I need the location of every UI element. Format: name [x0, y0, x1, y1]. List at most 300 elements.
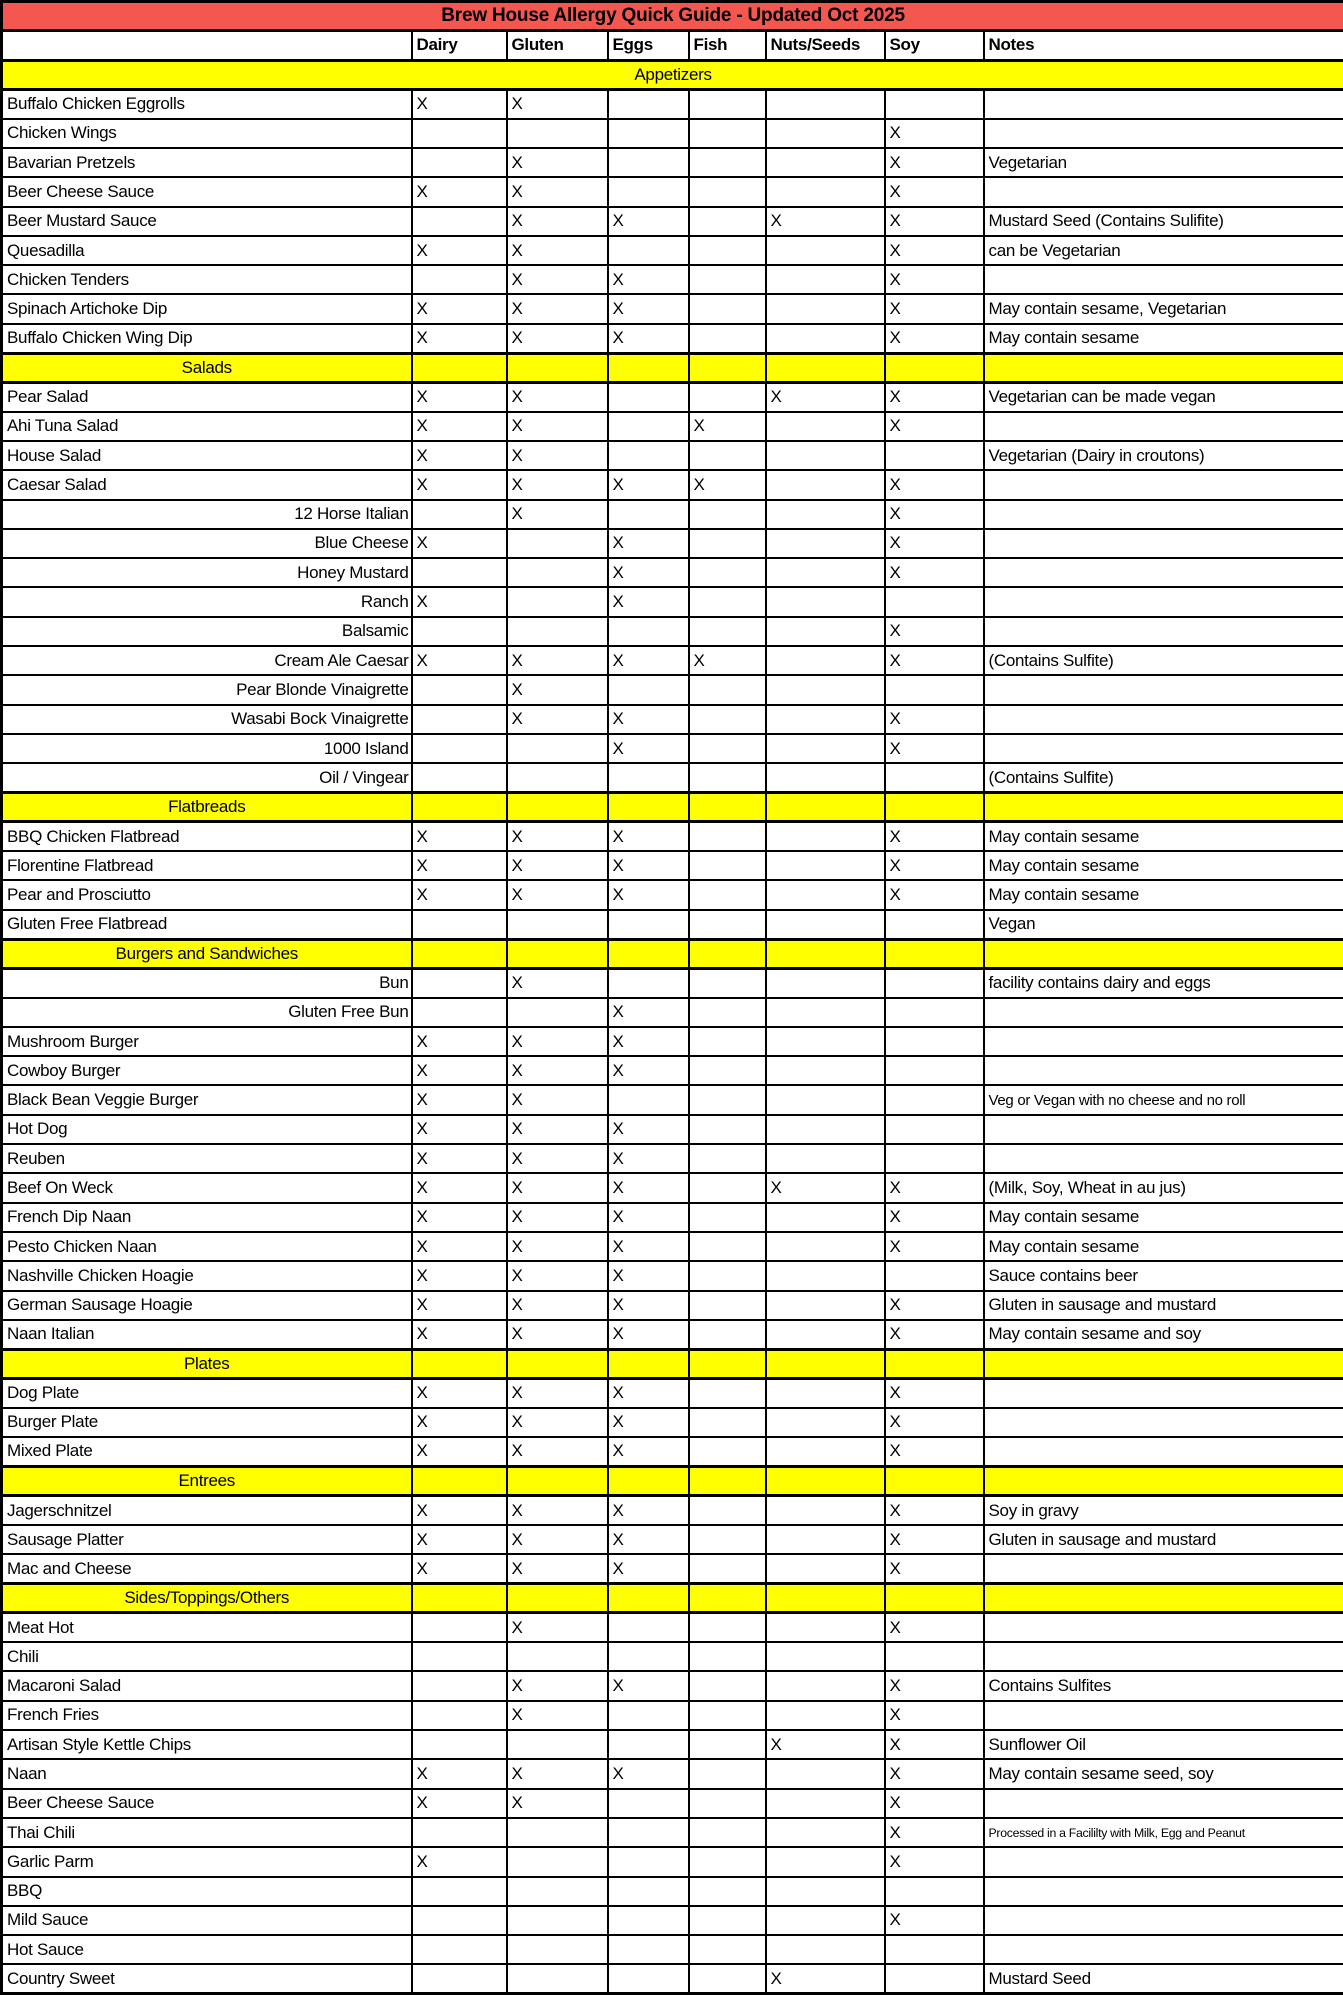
item-name-cell: French Fries — [2, 1701, 412, 1730]
mark-cell-soy: X — [885, 1525, 984, 1554]
section-empty-notes — [984, 793, 1343, 822]
item-name-cell: Gluten Free Bun — [2, 998, 412, 1027]
mark-cell-fish — [689, 236, 766, 265]
item-name-cell: Beer Mustard Sauce — [2, 207, 412, 236]
mark-cell-nuts-seeds — [766, 441, 885, 470]
item-row — [2, 1613, 1343, 1642]
section-header-row — [2, 793, 1343, 822]
item-name-cell: Garlic Parm — [2, 1847, 412, 1876]
item-name-cell: Pesto Chicken Naan — [2, 1232, 412, 1261]
mark-cell-fish: X — [689, 646, 766, 675]
mark-cell-eggs: X — [608, 470, 689, 499]
mark-cell-eggs — [608, 119, 689, 148]
column-header-eggs: Eggs — [608, 31, 689, 60]
mark-cell-eggs: X — [608, 822, 689, 851]
mark-cell-dairy: X — [412, 294, 507, 323]
item-name-cell: House Salad — [2, 441, 412, 470]
mark-cell-nuts-seeds — [766, 1408, 885, 1437]
item-row — [2, 1085, 1343, 1114]
mark-cell-soy — [885, 1085, 984, 1114]
mark-cell-dairy — [412, 910, 507, 939]
item-row — [2, 1408, 1343, 1437]
mark-cell-nuts-seeds — [766, 1056, 885, 1085]
mark-cell-fish — [689, 1789, 766, 1818]
item-row — [2, 1261, 1343, 1290]
mark-cell-dairy — [412, 968, 507, 997]
notes-cell — [984, 177, 1343, 206]
item-name-cell: Naan — [2, 1759, 412, 1788]
mark-cell-nuts-seeds — [766, 1525, 885, 1554]
mark-cell-fish — [689, 617, 766, 646]
mark-cell-soy: X — [885, 207, 984, 236]
column-header-nuts-seeds: Nuts/Seeds — [766, 31, 885, 60]
item-name-cell: Macaroni Salad — [2, 1671, 412, 1700]
mark-cell-eggs — [608, 177, 689, 206]
mark-cell-soy: X — [885, 822, 984, 851]
mark-cell-eggs: X — [608, 1525, 689, 1554]
mark-cell-soy: X — [885, 1759, 984, 1788]
mark-cell-gluten: X — [507, 1525, 608, 1554]
item-row — [2, 1144, 1343, 1173]
mark-cell-fish — [689, 119, 766, 148]
mark-cell-nuts-seeds — [766, 500, 885, 529]
mark-cell-dairy: X — [412, 1759, 507, 1788]
item-row — [2, 1437, 1343, 1466]
item-name-cell: French Dip Naan — [2, 1203, 412, 1232]
section-empty-eggs — [608, 1349, 689, 1378]
notes-cell: (Milk, Soy, Wheat in au jus) — [984, 1173, 1343, 1202]
item-row — [2, 529, 1343, 558]
column-header-dairy: Dairy — [412, 31, 507, 60]
item-name-cell: Meat Hot — [2, 1613, 412, 1642]
section-empty-notes — [984, 1466, 1343, 1495]
notes-cell: May contain sesame — [984, 1232, 1343, 1261]
mark-cell-fish — [689, 822, 766, 851]
item-row — [2, 1789, 1343, 1818]
item-name-cell: Oil / Vingear — [2, 763, 412, 792]
section-title: Flatbreads — [2, 793, 412, 822]
mark-cell-gluten: X — [507, 1144, 608, 1173]
item-row — [2, 1906, 1343, 1935]
mark-cell-gluten — [507, 1906, 608, 1935]
mark-cell-soy: X — [885, 1291, 984, 1320]
mark-cell-gluten — [507, 1730, 608, 1759]
item-name-cell: Gluten Free Flatbread — [2, 910, 412, 939]
item-name-cell: Black Bean Veggie Burger — [2, 1085, 412, 1114]
mark-cell-eggs: X — [608, 1027, 689, 1056]
mark-cell-dairy — [412, 705, 507, 734]
item-row — [2, 675, 1343, 704]
mark-cell-fish — [689, 1847, 766, 1876]
section-empty-eggs — [608, 939, 689, 968]
mark-cell-eggs: X — [608, 998, 689, 1027]
notes-cell — [984, 1906, 1343, 1935]
mark-cell-dairy: X — [412, 1789, 507, 1818]
section-title: Sides/Toppings/Others — [2, 1584, 412, 1613]
item-row — [2, 1701, 1343, 1730]
mark-cell-nuts-seeds — [766, 1144, 885, 1173]
item-name-cell: BBQ Chicken Flatbread — [2, 822, 412, 851]
mark-cell-soy: X — [885, 1789, 984, 1818]
item-name-cell: 1000 Island — [2, 734, 412, 763]
item-row — [2, 1964, 1343, 1993]
item-name-cell: Dog Plate — [2, 1378, 412, 1407]
mark-cell-soy: X — [885, 1554, 984, 1583]
mark-cell-gluten — [507, 119, 608, 148]
mark-cell-gluten: X — [507, 382, 608, 411]
item-name-cell: Ranch — [2, 587, 412, 616]
mark-cell-nuts-seeds: X — [766, 1964, 885, 1993]
section-empty-nuts-seeds — [766, 353, 885, 382]
item-name-cell: Reuben — [2, 1144, 412, 1173]
notes-cell — [984, 1115, 1343, 1144]
page-title: Brew House Allergy Quick Guide - Updated Oct 2025 — [2, 2, 1343, 31]
mark-cell-soy: X — [885, 1203, 984, 1232]
mark-cell-dairy — [412, 265, 507, 294]
mark-cell-eggs — [608, 236, 689, 265]
mark-cell-fish — [689, 1525, 766, 1554]
section-header-row — [2, 1349, 1343, 1378]
mark-cell-fish — [689, 1408, 766, 1437]
mark-cell-soy: X — [885, 470, 984, 499]
mark-cell-fish — [689, 207, 766, 236]
mark-cell-fish — [689, 324, 766, 353]
item-name-cell: Pear Salad — [2, 382, 412, 411]
notes-cell — [984, 1554, 1343, 1583]
mark-cell-eggs: X — [608, 705, 689, 734]
notes-cell: facility contains dairy and eggs — [984, 968, 1343, 997]
mark-cell-gluten: X — [507, 1291, 608, 1320]
item-name-cell: Spinach Artichoke Dip — [2, 294, 412, 323]
mark-cell-eggs: X — [608, 1173, 689, 1202]
mark-cell-fish — [689, 587, 766, 616]
section-title: Appetizers — [2, 60, 1343, 89]
mark-cell-nuts-seeds — [766, 1496, 885, 1525]
mark-cell-dairy: X — [412, 1203, 507, 1232]
mark-cell-gluten: X — [507, 646, 608, 675]
item-row — [2, 1759, 1343, 1788]
mark-cell-dairy: X — [412, 587, 507, 616]
mark-cell-dairy — [412, 207, 507, 236]
mark-cell-dairy: X — [412, 1173, 507, 1202]
item-name-cell: Quesadilla — [2, 236, 412, 265]
mark-cell-fish — [689, 1964, 766, 1993]
item-name-cell: Caesar Salad — [2, 470, 412, 499]
item-row — [2, 705, 1343, 734]
mark-cell-nuts-seeds — [766, 910, 885, 939]
item-name-cell: Chili — [2, 1642, 412, 1671]
mark-cell-nuts-seeds — [766, 998, 885, 1027]
notes-cell — [984, 558, 1343, 587]
item-row — [2, 119, 1343, 148]
notes-cell — [984, 1056, 1343, 1085]
item-name-cell: Thai Chili — [2, 1818, 412, 1847]
notes-cell — [984, 529, 1343, 558]
notes-cell — [984, 1847, 1343, 1876]
mark-cell-dairy — [412, 1701, 507, 1730]
section-header-row — [2, 1466, 1343, 1495]
item-name-cell: Cream Ale Caesar — [2, 646, 412, 675]
mark-cell-gluten: X — [507, 851, 608, 880]
section-empty-eggs — [608, 1584, 689, 1613]
notes-cell — [984, 1877, 1343, 1906]
item-row — [2, 851, 1343, 880]
item-row — [2, 1671, 1343, 1700]
mark-cell-dairy: X — [412, 382, 507, 411]
mark-cell-fish — [689, 1232, 766, 1261]
section-empty-soy — [885, 793, 984, 822]
notes-cell: Veg or Vegan with no cheese and no roll — [984, 1085, 1343, 1114]
mark-cell-eggs: X — [608, 1759, 689, 1788]
mark-cell-fish: X — [689, 412, 766, 441]
column-header-item — [2, 31, 412, 60]
mark-cell-gluten: X — [507, 1437, 608, 1466]
mark-cell-nuts-seeds — [766, 851, 885, 880]
mark-cell-soy — [885, 1877, 984, 1906]
mark-cell-nuts-seeds — [766, 617, 885, 646]
section-empty-eggs — [608, 793, 689, 822]
item-name-cell: Balsamic — [2, 617, 412, 646]
notes-cell: Gluten in sausage and mustard — [984, 1525, 1343, 1554]
mark-cell-dairy — [412, 1964, 507, 1993]
section-empty-nuts-seeds — [766, 1466, 885, 1495]
mark-cell-eggs — [608, 1906, 689, 1935]
mark-cell-dairy: X — [412, 89, 507, 118]
mark-cell-gluten: X — [507, 177, 608, 206]
item-row — [2, 1232, 1343, 1261]
section-empty-dairy — [412, 1584, 507, 1613]
mark-cell-gluten — [507, 734, 608, 763]
mark-cell-soy: X — [885, 1496, 984, 1525]
mark-cell-nuts-seeds — [766, 89, 885, 118]
mark-cell-fish — [689, 294, 766, 323]
mark-cell-dairy — [412, 734, 507, 763]
mark-cell-soy: X — [885, 148, 984, 177]
mark-cell-gluten: X — [507, 1027, 608, 1056]
mark-cell-nuts-seeds — [766, 1877, 885, 1906]
mark-cell-eggs — [608, 1847, 689, 1876]
mark-cell-nuts-seeds — [766, 1554, 885, 1583]
item-row — [2, 1877, 1343, 1906]
mark-cell-fish — [689, 1554, 766, 1583]
mark-cell-gluten — [507, 529, 608, 558]
item-name-cell: Beer Cheese Sauce — [2, 177, 412, 206]
mark-cell-eggs — [608, 382, 689, 411]
mark-cell-nuts-seeds — [766, 1818, 885, 1847]
mark-cell-gluten: X — [507, 1408, 608, 1437]
item-name-cell: Blue Cheese — [2, 529, 412, 558]
section-empty-dairy — [412, 793, 507, 822]
notes-cell — [984, 89, 1343, 118]
mark-cell-fish — [689, 148, 766, 177]
mark-cell-nuts-seeds — [766, 968, 885, 997]
mark-cell-soy: X — [885, 529, 984, 558]
item-row — [2, 910, 1343, 939]
notes-cell — [984, 1701, 1343, 1730]
mark-cell-soy — [885, 89, 984, 118]
item-name-cell: Nashville Chicken Hoagie — [2, 1261, 412, 1290]
mark-cell-eggs — [608, 675, 689, 704]
section-empty-notes — [984, 1584, 1343, 1613]
section-empty-gluten — [507, 1584, 608, 1613]
mark-cell-fish — [689, 1144, 766, 1173]
mark-cell-soy: X — [885, 558, 984, 587]
mark-cell-soy: X — [885, 177, 984, 206]
mark-cell-soy: X — [885, 1701, 984, 1730]
notes-cell: Vegan — [984, 910, 1343, 939]
mark-cell-nuts-seeds — [766, 705, 885, 734]
mark-cell-eggs — [608, 89, 689, 118]
mark-cell-soy: X — [885, 1408, 984, 1437]
mark-cell-fish — [689, 1173, 766, 1202]
section-empty-dairy — [412, 1466, 507, 1495]
mark-cell-fish — [689, 1906, 766, 1935]
mark-cell-eggs: X — [608, 1554, 689, 1583]
mark-cell-dairy: X — [412, 1115, 507, 1144]
mark-cell-dairy — [412, 1818, 507, 1847]
mark-cell-soy: X — [885, 265, 984, 294]
item-row — [2, 1320, 1343, 1349]
mark-cell-gluten: X — [507, 1232, 608, 1261]
item-row — [2, 617, 1343, 646]
mark-cell-gluten: X — [507, 207, 608, 236]
item-name-cell: Beef On Weck — [2, 1173, 412, 1202]
mark-cell-gluten: X — [507, 265, 608, 294]
mark-cell-nuts-seeds — [766, 1789, 885, 1818]
section-empty-dairy — [412, 1349, 507, 1378]
mark-cell-dairy: X — [412, 1144, 507, 1173]
mark-cell-fish — [689, 382, 766, 411]
section-empty-fish — [689, 1584, 766, 1613]
section-empty-eggs — [608, 1466, 689, 1495]
notes-cell: Mustard Seed — [984, 1964, 1343, 1993]
mark-cell-eggs: X — [608, 646, 689, 675]
mark-cell-fish — [689, 177, 766, 206]
mark-cell-eggs: X — [608, 851, 689, 880]
mark-cell-nuts-seeds — [766, 1701, 885, 1730]
mark-cell-gluten: X — [507, 148, 608, 177]
mark-cell-fish — [689, 910, 766, 939]
section-title: Burgers and Sandwiches — [2, 939, 412, 968]
section-empty-soy — [885, 1466, 984, 1495]
mark-cell-fish — [689, 1320, 766, 1349]
item-name-cell: Cowboy Burger — [2, 1056, 412, 1085]
mark-cell-fish — [689, 968, 766, 997]
mark-cell-eggs: X — [608, 1671, 689, 1700]
mark-cell-eggs: X — [608, 294, 689, 323]
mark-cell-nuts-seeds — [766, 1437, 885, 1466]
mark-cell-gluten: X — [507, 1173, 608, 1202]
mark-cell-dairy — [412, 1613, 507, 1642]
mark-cell-eggs: X — [608, 1144, 689, 1173]
mark-cell-soy — [885, 910, 984, 939]
mark-cell-fish — [689, 1701, 766, 1730]
item-name-cell: Country Sweet — [2, 1964, 412, 1993]
mark-cell-dairy: X — [412, 441, 507, 470]
item-name-cell: Chicken Tenders — [2, 265, 412, 294]
mark-cell-soy: X — [885, 880, 984, 909]
notes-cell: May contain sesame — [984, 880, 1343, 909]
item-row — [2, 1935, 1343, 1964]
mark-cell-eggs: X — [608, 1232, 689, 1261]
item-row — [2, 646, 1343, 675]
section-header-row — [2, 939, 1343, 968]
mark-cell-soy: X — [885, 500, 984, 529]
mark-cell-soy: X — [885, 1613, 984, 1642]
mark-cell-eggs — [608, 1818, 689, 1847]
mark-cell-nuts-seeds — [766, 734, 885, 763]
column-header-fish: Fish — [689, 31, 766, 60]
mark-cell-dairy: X — [412, 880, 507, 909]
mark-cell-eggs: X — [608, 558, 689, 587]
notes-cell: can be Vegetarian — [984, 236, 1343, 265]
notes-cell — [984, 500, 1343, 529]
mark-cell-dairy: X — [412, 851, 507, 880]
section-empty-gluten — [507, 793, 608, 822]
item-row — [2, 1056, 1343, 1085]
mark-cell-soy: X — [885, 1818, 984, 1847]
mark-cell-gluten: X — [507, 968, 608, 997]
item-row — [2, 1115, 1343, 1144]
mark-cell-fish — [689, 558, 766, 587]
mark-cell-eggs: X — [608, 880, 689, 909]
mark-cell-dairy: X — [412, 1525, 507, 1554]
item-row — [2, 968, 1343, 997]
section-empty-gluten — [507, 1466, 608, 1495]
mark-cell-soy: X — [885, 324, 984, 353]
mark-cell-nuts-seeds — [766, 324, 885, 353]
mark-cell-gluten — [507, 1964, 608, 1993]
item-name-cell: BBQ — [2, 1877, 412, 1906]
mark-cell-dairy — [412, 1642, 507, 1671]
mark-cell-soy — [885, 587, 984, 616]
item-row — [2, 1847, 1343, 1876]
mark-cell-fish — [689, 1759, 766, 1788]
notes-cell: Contains Sulfites — [984, 1671, 1343, 1700]
item-row — [2, 587, 1343, 616]
mark-cell-gluten — [507, 998, 608, 1027]
notes-cell — [984, 617, 1343, 646]
mark-cell-nuts-seeds — [766, 1671, 885, 1700]
notes-cell: Mustard Seed (Contains Sulifite) — [984, 207, 1343, 236]
notes-cell — [984, 1935, 1343, 1964]
mark-cell-dairy: X — [412, 412, 507, 441]
mark-cell-nuts-seeds — [766, 880, 885, 909]
item-name-cell: Honey Mustard — [2, 558, 412, 587]
mark-cell-dairy: X — [412, 1027, 507, 1056]
mark-cell-gluten: X — [507, 1056, 608, 1085]
mark-cell-fish — [689, 89, 766, 118]
notes-cell — [984, 998, 1343, 1027]
mark-cell-nuts-seeds — [766, 1759, 885, 1788]
mark-cell-gluten — [507, 1847, 608, 1876]
item-row — [2, 412, 1343, 441]
item-row — [2, 1203, 1343, 1232]
mark-cell-dairy: X — [412, 529, 507, 558]
item-name-cell: Mac and Cheese — [2, 1554, 412, 1583]
notes-cell: May contain sesame — [984, 822, 1343, 851]
mark-cell-soy: X — [885, 1671, 984, 1700]
notes-cell — [984, 1789, 1343, 1818]
mark-cell-dairy — [412, 675, 507, 704]
mark-cell-dairy: X — [412, 1056, 507, 1085]
item-row — [2, 998, 1343, 1027]
mark-cell-gluten: X — [507, 1759, 608, 1788]
item-name-cell: Florentine Flatbread — [2, 851, 412, 880]
mark-cell-fish — [689, 529, 766, 558]
item-row — [2, 880, 1343, 909]
notes-cell: Processed in a Facililty with Milk, Egg and Peanut — [984, 1818, 1343, 1847]
